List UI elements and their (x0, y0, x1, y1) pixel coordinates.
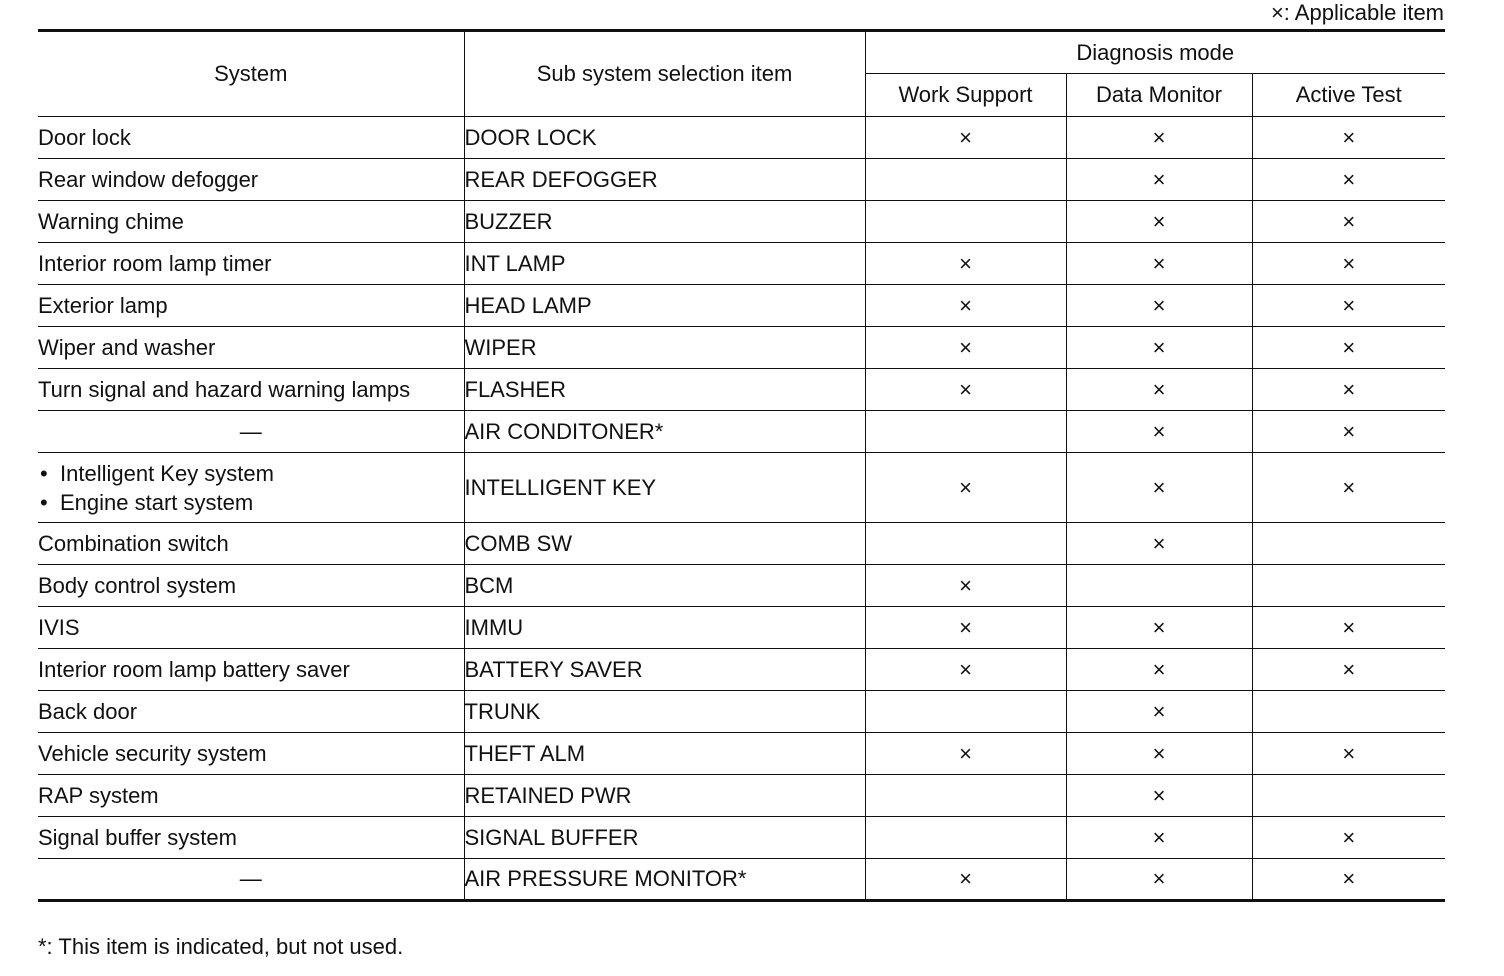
sub-system-cell: RETAINED PWR (464, 775, 865, 817)
sub-system-cell: INT LAMP (464, 243, 865, 285)
system-cell (38, 453, 464, 523)
work-support-mark (865, 411, 1066, 453)
work-support-mark: × (865, 649, 1066, 691)
active-test-mark: × (1252, 201, 1445, 243)
system-bullet-list (38, 459, 464, 517)
sub-system-cell: TRUNK (464, 691, 865, 733)
sub-system-cell: AIR CONDITONER* (464, 411, 865, 453)
work-support-mark: × (865, 565, 1066, 607)
sub-system-cell: DOOR LOCK (464, 117, 865, 159)
data-monitor-mark: × (1066, 859, 1252, 901)
data-monitor-mark: × (1066, 201, 1252, 243)
active-test-mark (1252, 775, 1445, 817)
system-cell: Back door (38, 691, 464, 733)
sub-system-cell: SIGNAL BUFFER (464, 817, 865, 859)
active-test-mark: × (1252, 285, 1445, 327)
system-cell: Turn signal and hazard warning lamps (38, 369, 464, 411)
work-support-mark (865, 775, 1066, 817)
diagnosis-mode-table (38, 29, 1445, 902)
table-row (38, 411, 1445, 453)
active-test-mark: × (1252, 817, 1445, 859)
active-test-mark: × (1252, 327, 1445, 369)
header-active-test: Active Test (1252, 74, 1445, 117)
table-row (38, 691, 1445, 733)
system-bullet-item: • Engine start system (38, 488, 464, 517)
table-row (38, 775, 1445, 817)
sub-system-cell: AIR PRESSURE MONITOR* (464, 859, 865, 901)
data-monitor-mark: × (1066, 159, 1252, 201)
work-support-mark: × (865, 327, 1066, 369)
sub-system-cell: FLASHER (464, 369, 865, 411)
sub-system-cell: BUZZER (464, 201, 865, 243)
data-monitor-mark: × (1066, 817, 1252, 859)
system-cell: Body control system (38, 565, 464, 607)
work-support-mark: × (865, 859, 1066, 901)
table-row (38, 201, 1445, 243)
header-system: System (38, 31, 464, 117)
active-test-mark (1252, 523, 1445, 565)
system-cell: — (38, 411, 464, 453)
active-test-mark (1252, 565, 1445, 607)
table-row (38, 117, 1445, 159)
table-row (38, 159, 1445, 201)
header-data-monitor: Data Monitor (1066, 74, 1252, 117)
table-row (38, 453, 1445, 523)
system-cell: Vehicle security system (38, 733, 464, 775)
active-test-mark: × (1252, 859, 1445, 901)
sub-system-cell: IMMU (464, 607, 865, 649)
sub-system-cell: REAR DEFOGGER (464, 159, 865, 201)
system-cell: Rear window defogger (38, 159, 464, 201)
table-row (38, 817, 1445, 859)
table-row (38, 859, 1445, 901)
work-support-mark (865, 523, 1066, 565)
sub-system-cell: INTELLIGENT KEY (464, 453, 865, 523)
work-support-mark: × (865, 453, 1066, 523)
data-monitor-mark: × (1066, 733, 1252, 775)
data-monitor-mark: × (1066, 649, 1252, 691)
data-monitor-mark: × (1066, 285, 1252, 327)
table-row (38, 243, 1445, 285)
active-test-mark (1252, 691, 1445, 733)
system-bullet-item: • Intelligent Key system (38, 459, 464, 488)
active-test-mark: × (1252, 243, 1445, 285)
sub-system-cell: THEFT ALM (464, 733, 865, 775)
work-support-mark: × (865, 117, 1066, 159)
system-cell: Door lock (38, 117, 464, 159)
work-support-mark: × (865, 285, 1066, 327)
active-test-mark: × (1252, 453, 1445, 523)
table-row (38, 649, 1445, 691)
active-test-mark: × (1252, 733, 1445, 775)
sub-system-cell: WIPER (464, 327, 865, 369)
system-cell: Signal buffer system (38, 817, 464, 859)
data-monitor-mark: × (1066, 369, 1252, 411)
work-support-mark: × (865, 369, 1066, 411)
data-monitor-mark: × (1066, 117, 1252, 159)
data-monitor-mark: × (1066, 523, 1252, 565)
system-cell: Warning chime (38, 201, 464, 243)
data-monitor-mark: × (1066, 243, 1252, 285)
work-support-mark: × (865, 733, 1066, 775)
header-diagnosis-mode: Diagnosis mode (865, 31, 1445, 74)
data-monitor-mark: × (1066, 327, 1252, 369)
data-monitor-mark (1066, 565, 1252, 607)
footnote: *: This item is indicated, but not used. (38, 934, 404, 959)
table-row (38, 327, 1445, 369)
work-support-mark: × (865, 607, 1066, 649)
system-cell: Exterior lamp (38, 285, 464, 327)
header-sub-system: Sub system selection item (464, 31, 865, 117)
table-row (38, 523, 1445, 565)
data-monitor-mark: × (1066, 453, 1252, 523)
active-test-mark: × (1252, 649, 1445, 691)
active-test-mark: × (1252, 411, 1445, 453)
sub-system-cell: COMB SW (464, 523, 865, 565)
data-monitor-mark: × (1066, 775, 1252, 817)
system-cell: Combination switch (38, 523, 464, 565)
sub-system-cell: BCM (464, 565, 865, 607)
table-row (38, 285, 1445, 327)
table-row (38, 733, 1445, 775)
active-test-mark: × (1252, 159, 1445, 201)
system-cell: Interior room lamp timer (38, 243, 464, 285)
system-cell: RAP system (38, 775, 464, 817)
applicable-item-legend: ×: Applicable item (1270, 0, 1444, 25)
system-cell: IVIS (38, 607, 464, 649)
data-monitor-mark: × (1066, 607, 1252, 649)
active-test-mark: × (1252, 369, 1445, 411)
sub-system-cell: HEAD LAMP (464, 285, 865, 327)
active-test-mark: × (1252, 117, 1445, 159)
table-row (38, 369, 1445, 411)
active-test-mark: × (1252, 607, 1445, 649)
system-cell: Interior room lamp battery saver (38, 649, 464, 691)
table-body (38, 117, 1445, 901)
data-monitor-mark: × (1066, 691, 1252, 733)
work-support-mark: × (865, 243, 1066, 285)
system-cell: Wiper and washer (38, 327, 464, 369)
table-row (38, 607, 1445, 649)
work-support-mark (865, 817, 1066, 859)
work-support-mark (865, 159, 1066, 201)
table-row (38, 565, 1445, 607)
system-cell: — (38, 859, 464, 901)
header-work-support: Work Support (865, 74, 1066, 117)
data-monitor-mark: × (1066, 411, 1252, 453)
sub-system-cell: BATTERY SAVER (464, 649, 865, 691)
work-support-mark (865, 201, 1066, 243)
work-support-mark (865, 691, 1066, 733)
